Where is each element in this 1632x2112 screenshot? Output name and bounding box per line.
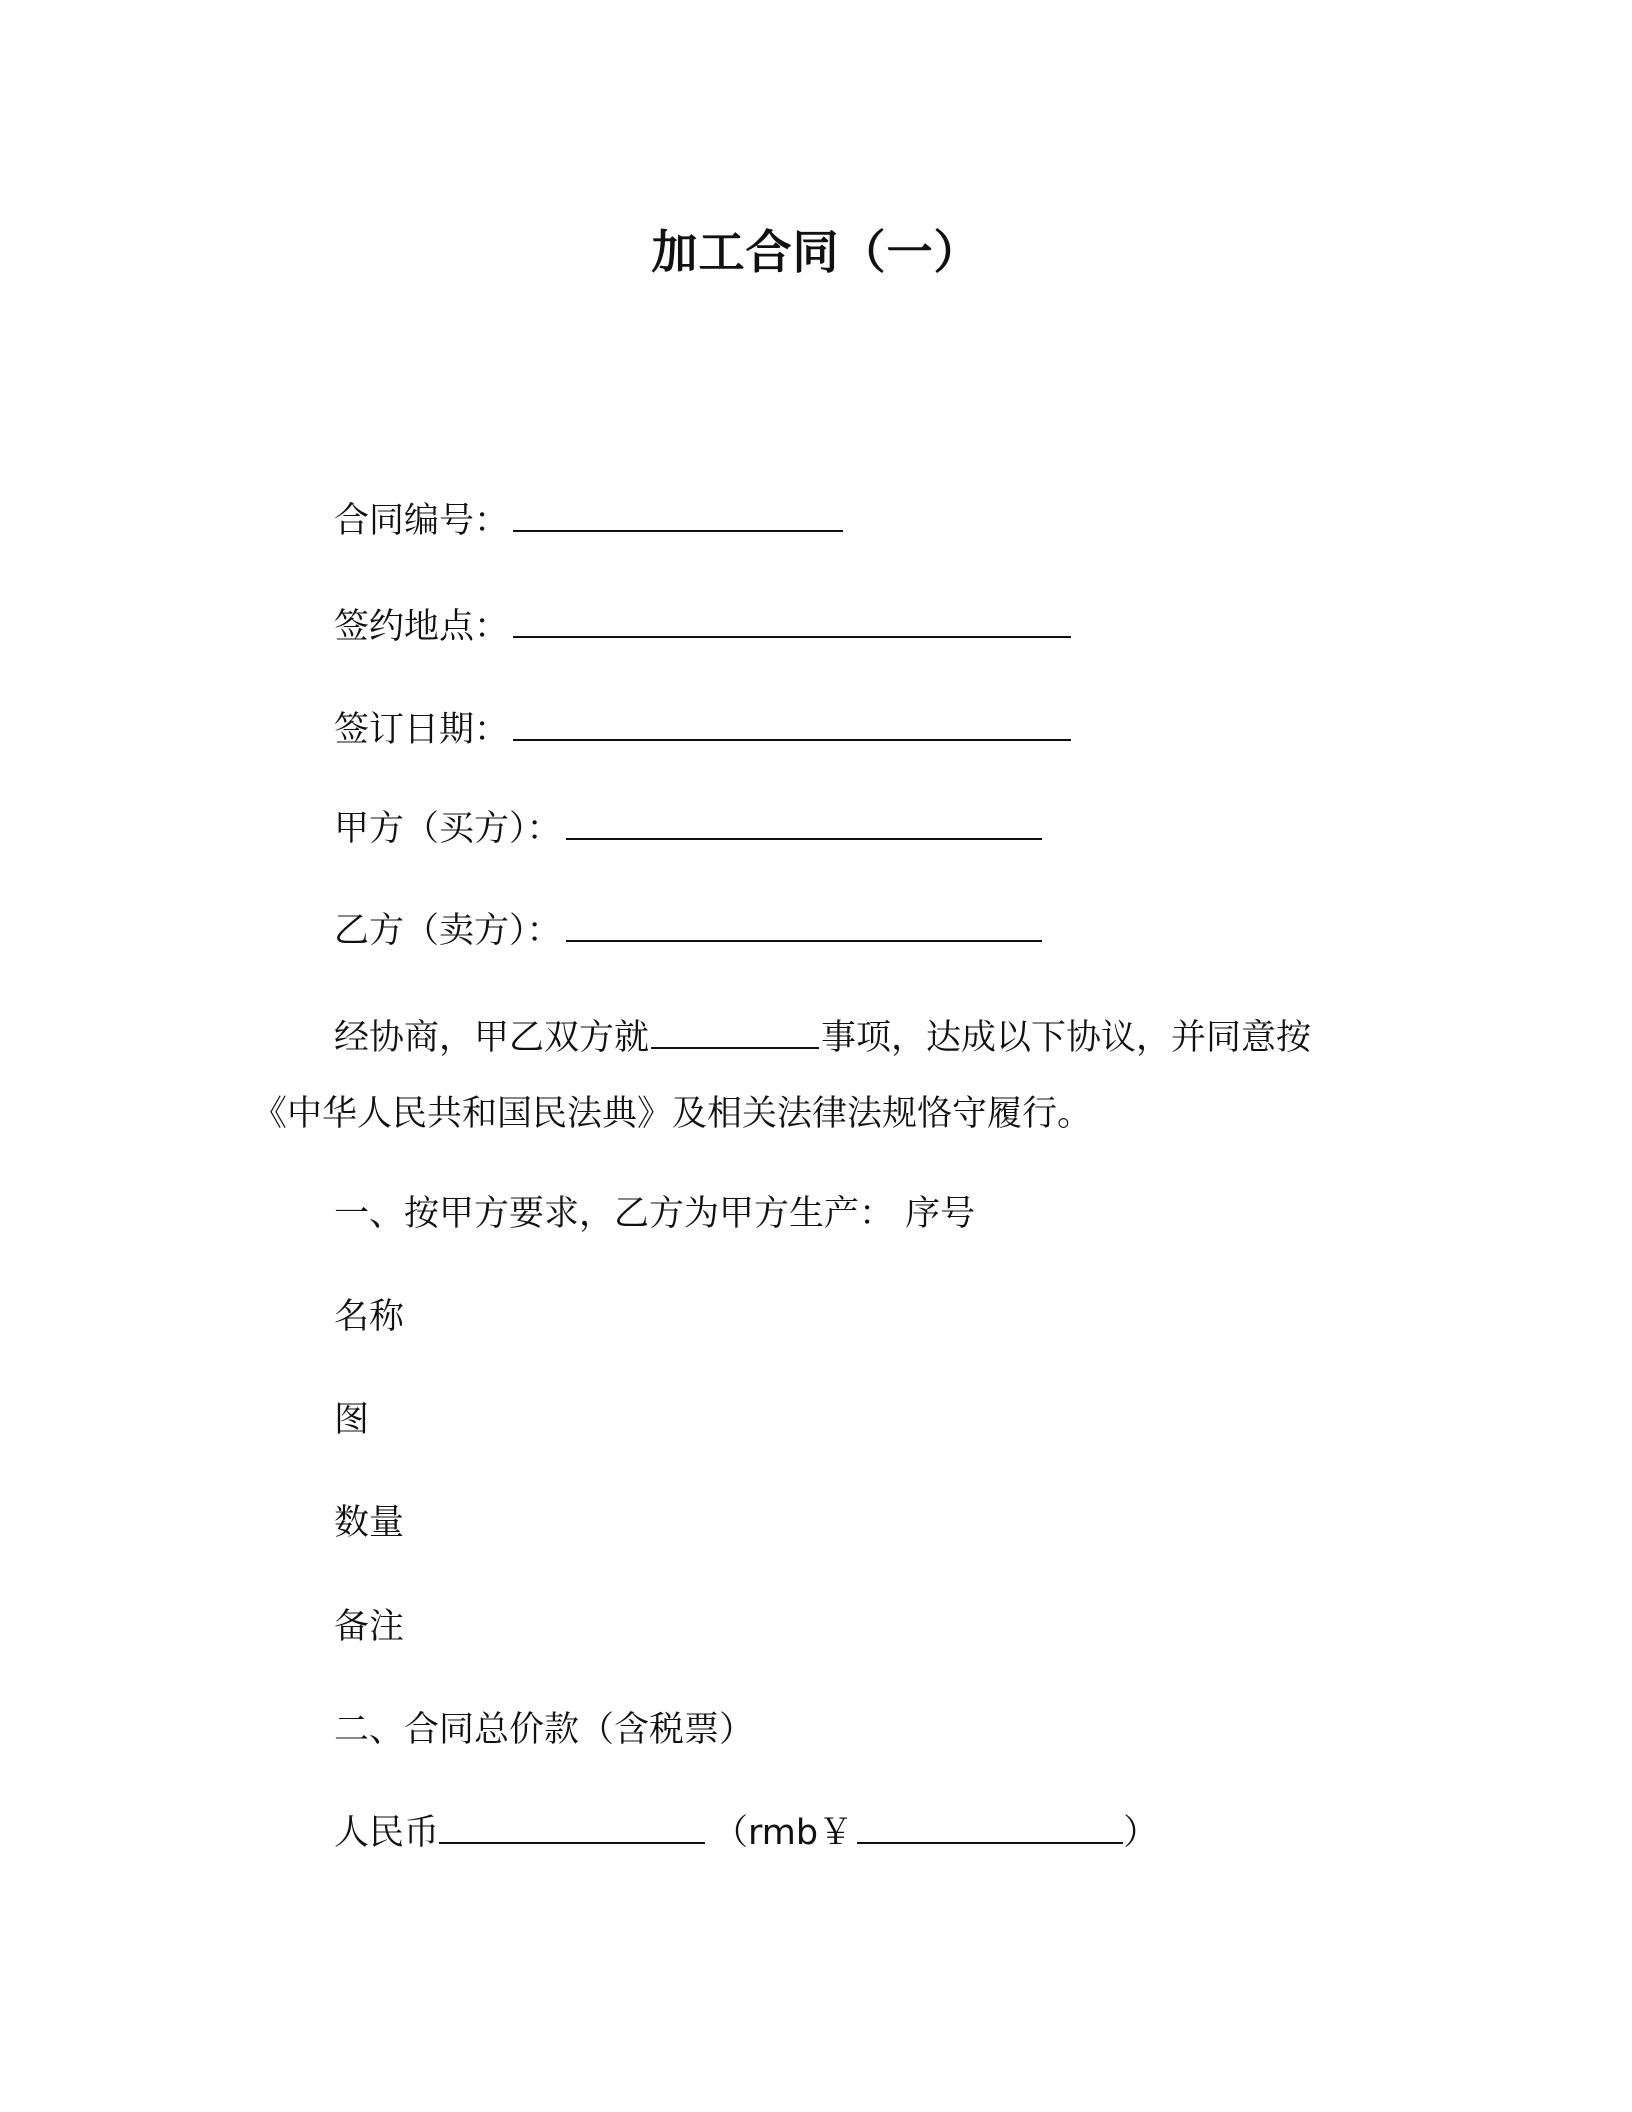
- item-quantity-label: 数量: [334, 1503, 405, 1543]
- rmb-open: （rmb￥: [713, 1813, 854, 1853]
- intro-text-1: 经协商，甲乙双方就: [334, 1018, 650, 1058]
- rmb-label: 人民币: [334, 1813, 440, 1853]
- rmb-close: ）: [1123, 1813, 1159, 1853]
- item-drawing-label: 图: [334, 1400, 370, 1440]
- rmb-words-blank[interactable]: [439, 1812, 705, 1844]
- matter-blank[interactable]: [651, 1017, 819, 1049]
- contract-number-field: [334, 497, 843, 545]
- signing-location-field: [334, 603, 1071, 651]
- rmb-figure-blank[interactable]: [857, 1812, 1123, 1844]
- party-a-blank[interactable]: [566, 808, 1042, 840]
- signing-location-blank[interactable]: [513, 606, 1071, 638]
- party-b-blank[interactable]: [566, 910, 1042, 942]
- clause-2: 二、合同总价款（含税票）: [334, 1710, 755, 1750]
- party-a-label: 甲方（买方）：: [334, 809, 562, 849]
- party-b-label: 乙方（卖方）：: [334, 911, 562, 951]
- signing-location-label: 签约地点：: [334, 607, 510, 647]
- intro-text-3: 《中华人民共和国民法典》及相关法律法规恪守履行。: [252, 1094, 1093, 1134]
- clause-1: 一、按甲方要求，乙方为甲方生产： 序号: [334, 1194, 976, 1234]
- party-b-field: [334, 907, 1042, 955]
- intro-text-2: 事项，达成以下协议，并同意按: [821, 1018, 1312, 1058]
- rmb-amount-field: [334, 1809, 1158, 1857]
- signing-date-blank[interactable]: [513, 709, 1071, 741]
- signing-date-label: 签订日期：: [334, 710, 510, 750]
- item-name-label: 名称: [334, 1297, 405, 1337]
- intro-paragraph: [252, 1000, 1384, 1152]
- item-remarks-label: 备注: [334, 1607, 405, 1647]
- document-title: 加工合同（一）: [651, 225, 981, 279]
- contract-number-label: 合同编号：: [334, 501, 510, 541]
- contract-number-blank[interactable]: [513, 500, 843, 532]
- signing-date-field: [334, 706, 1071, 754]
- party-a-field: [334, 805, 1042, 853]
